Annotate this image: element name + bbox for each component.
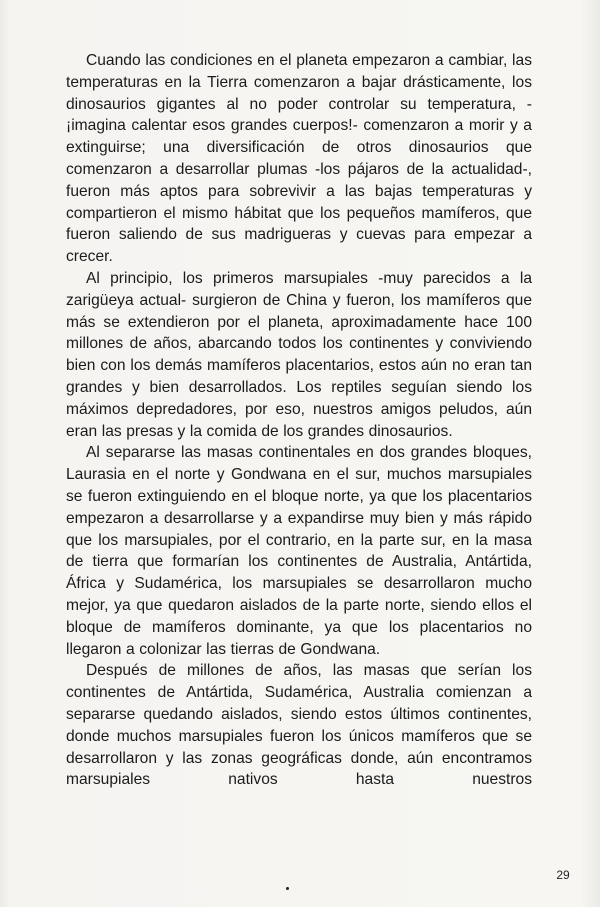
paragraph-2: Al principio, los primeros marsupiales -muy parecidos a la zarigüeya actual- surgieron de China y fueron, los mamíferos que más se extendieron por el planeta, aproximadamente hace 100 millones de años, abarcando todos los continentes y conviviendo bien con los demás mamíferos placentarios, estos aún no eran tan grandes y bien desarrollados. Los reptiles seguían siendo los máximos depredadores, por eso, nuestros amigos peludos, aún eran las presas y la comida de los grandes dinosaurios. bbox=[66, 269, 532, 440]
paragraph-3: Al separarse las masas continentales en dos grandes bloques, Laurasia en el norte y Gondwana en el sur, muchos marsupiales se fueron extinguiendo en el bloque norte, ya que los placentarios empezaron a desarrollarse y a expandirse muy bien y más rápido que los marsupiales, por el contrario, en la parte sur, en la masa de tierra que formarían los continentes de Australia, Antártida, África y Sudamérica, los marsupiales se desarrollaron mucho mejor, ya que quedaron aislados de la parte norte, siendo ellos el bloque de mamíferos dominante, ya que los placentarios no llegaron a colonizar las tierras de Gondwana. bbox=[66, 444, 532, 658]
paragraph-1: Cuando las condiciones en el planeta empezaron a cambiar, las temperaturas en la Tierra comenzaron a bajar drásticamente, los dinosaurios gigantes al no poder controlar su temperatura, - ¡imagina calentar esos grandes cuerpos!- comenzaron a morir y a extinguirse; una diversificación de otros dinosaurios que comenzaron a desarrollar plumas -los pájaros de la actualidad-, fueron más aptos para sobrevivir a las bajas temperaturas y compartieron el mismo hábitat que los pequeños mamíferos, que fueron saliendo de sus madrigueras y cuevas para empezar a crecer. bbox=[66, 52, 532, 266]
scan-dot bbox=[286, 887, 289, 890]
text-column bbox=[66, 50, 532, 791]
page-number: 29 bbox=[556, 868, 570, 882]
paragraph-4: Después de millones de años, las masas que serían los continentes de Antártida, Sudamérica, Australia comienzan a separarse quedando aislados, siendo estos últimos continentes, donde muchos marsupiales fueron los únicos mamíferos que se desarrollaron y las zonas geográficas donde, aún encontramos marsupiales nativos hasta nuestros bbox=[66, 662, 532, 789]
